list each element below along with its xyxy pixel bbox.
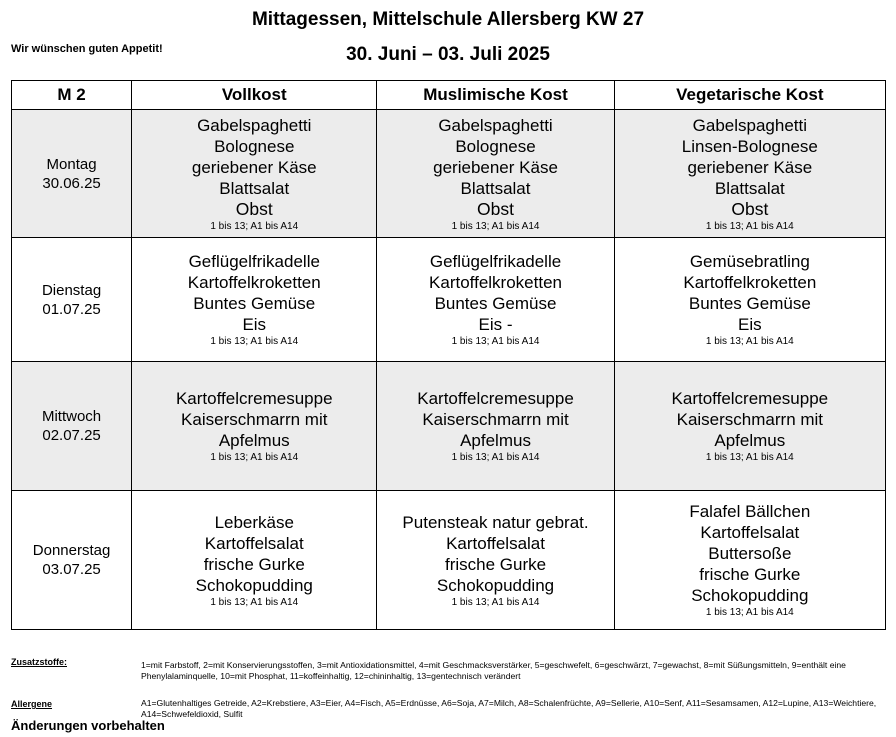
allergen-note: 1 bis 13; A1 bis A14 xyxy=(705,220,794,232)
dish-item: Leberkäse xyxy=(214,512,294,532)
day-date: 01.07.25 xyxy=(42,300,101,318)
dish-item: Buntes Gemüse xyxy=(434,294,557,313)
header-vegetarische-kost: Vegetarische Kost xyxy=(614,81,885,110)
menu-cell xyxy=(614,238,885,362)
dish-item: geriebener Käse xyxy=(687,157,813,177)
dish-item: Buntes Gemüse xyxy=(688,294,811,313)
dish-item: Kartoffelsalat xyxy=(446,533,545,553)
dish-item: Buttersoße xyxy=(708,544,792,563)
dish-item: Gemüsebratling xyxy=(689,252,810,271)
dish-item: Kartoffelcremesuppe xyxy=(417,389,574,408)
day-name: Dienstag xyxy=(41,281,102,299)
dish-item: Bolognese xyxy=(455,136,536,156)
dish-item: Bolognese xyxy=(214,136,295,156)
table-row xyxy=(12,238,886,362)
menu-cell xyxy=(377,362,614,491)
day-name: Donnerstag xyxy=(32,542,111,559)
table-row xyxy=(12,491,886,630)
page-title: Mittagessen, Mittelschule Allersberg KW 27 xyxy=(251,9,645,30)
dish-item: Schokopudding xyxy=(436,575,555,595)
allergen-note: 1 bis 13; A1 bis A14 xyxy=(705,607,794,618)
additives-label: Zusatzstoffe: xyxy=(11,657,67,667)
dish-item: Kaiserschmarrn mit xyxy=(676,410,824,429)
day-date: 02.07.25 xyxy=(42,427,101,444)
dish-item: Eis xyxy=(242,315,267,334)
menu-cell xyxy=(132,491,377,630)
menu-cell xyxy=(132,238,377,362)
day-date: 03.07.25 xyxy=(42,561,101,578)
dish-item: Blattsalat xyxy=(460,178,531,198)
day-cell xyxy=(12,238,132,362)
dish-item: Kartoffelsalat xyxy=(700,523,800,542)
dish-item: Kartoffelkroketten xyxy=(683,273,817,292)
allergen-note: 1 bis 13; A1 bis A14 xyxy=(451,220,540,232)
dish-item: Linsen-Bolognese xyxy=(681,136,818,156)
menu-table xyxy=(11,80,886,630)
dish-item: Kartoffelsalat xyxy=(204,533,304,553)
dish-item: Gabelspaghetti xyxy=(692,115,808,135)
menu-cell xyxy=(614,491,885,630)
allergens-text: A1=Glutenhaltiges Getreide, A2=Krebstiere, A3=Eier, A4=Fisch, A5=Erdnüsse, A6=Soja, A7=Milch, A8=Schalenfrüchte, A9=Sellerie, A10=Senf, A11=Sesamsamen, A12=Lupine, A13=Weichtiere, A14=Schwefeldioxid, Sulfit xyxy=(141,698,877,719)
table-header-row xyxy=(12,81,886,110)
day-name: Mittwoch xyxy=(41,408,102,425)
menu-cell xyxy=(377,238,614,362)
dish-item: Apfelmus xyxy=(460,431,531,450)
additives-text: 1=mit Farbstoff, 2=mit Konservierungsstoffen, 3=mit Antioxidationsmittel, 4=mit Geschmacksverstärker, 5=geschwefelt, 6=geschwärzt, 7=gewachst, 8=mit Süßungsmitteln, 9=enthält eine Phenylalaminquelle, 10=mit Phosphat, 11=koffeinhaltig, 12=chininhaltig, 13=gentechnisch verändert xyxy=(141,660,846,681)
dish-item: frische Gurke xyxy=(699,565,801,584)
dish-item: Eis xyxy=(738,315,762,334)
dish-item: Putensteak natur gebrat. xyxy=(402,512,589,532)
dish-item: frische Gurke xyxy=(444,554,547,574)
menu-cell xyxy=(132,362,377,491)
dish-item: Apfelmus xyxy=(218,431,290,450)
changes-notice: Änderungen vorbehalten xyxy=(11,718,165,733)
day-date: 30.06.25 xyxy=(42,174,101,192)
dish-item: Obst xyxy=(235,198,273,219)
allergen-note: 1 bis 13; A1 bis A14 xyxy=(705,452,794,463)
menu-cell xyxy=(614,362,885,491)
menu-cell xyxy=(377,491,614,630)
week-dates: 30. Juni – 03. Juli 2025 xyxy=(346,44,550,65)
dish-item: Kaiserschmarrn mit xyxy=(422,410,569,429)
dish-item: Schokopudding xyxy=(195,575,313,595)
dish-item: Geflügelfrikadelle xyxy=(429,252,562,271)
dish-item: Kartoffelkroketten xyxy=(429,273,562,292)
menu-cell xyxy=(377,110,614,238)
dish-item: Eis - xyxy=(478,315,513,334)
day-name: Montag xyxy=(46,155,97,173)
dish-item: Obst xyxy=(477,198,514,219)
allergen-note: 1 bis 13; A1 bis A14 xyxy=(210,336,299,347)
dish-item: Gabelspaghetti xyxy=(438,115,553,135)
allergen-note: 1 bis 13; A1 bis A14 xyxy=(451,596,540,608)
dish-item: Buntes Gemüse xyxy=(193,294,316,313)
dish-item: Blattsalat xyxy=(219,178,290,198)
allergen-note: 1 bis 13; A1 bis A14 xyxy=(451,336,540,347)
dish-item: frische Gurke xyxy=(203,554,305,574)
table-row xyxy=(12,362,886,491)
dish-item: Blattsalat xyxy=(714,178,785,198)
header-corner: M 2 xyxy=(12,81,132,110)
dish-item: Obst xyxy=(731,198,769,219)
dish-item: Kaiserschmarrn mit xyxy=(181,410,328,429)
dish-item: Schokopudding xyxy=(691,586,809,605)
allergen-note: 1 bis 13; A1 bis A14 xyxy=(210,452,299,463)
allergens-label: Allergene xyxy=(11,699,53,709)
header-vollkost: Vollkost xyxy=(132,81,377,110)
day-cell xyxy=(12,110,132,238)
menu-cell xyxy=(132,110,377,238)
dish-item: Kartoffelcremesuppe xyxy=(671,389,829,408)
day-cell xyxy=(12,362,132,491)
allergen-note: 1 bis 13; A1 bis A14 xyxy=(705,336,794,347)
header-muslimische-kost: Muslimische Kost xyxy=(377,81,614,110)
allergen-note: 1 bis 13; A1 bis A14 xyxy=(451,452,540,463)
allergen-note: 1 bis 13; A1 bis A14 xyxy=(210,596,299,608)
menu-cell xyxy=(614,110,885,238)
dish-item: Kartoffelkroketten xyxy=(187,273,321,292)
dish-item: Kartoffelcremesuppe xyxy=(175,389,333,408)
dish-item: geriebener Käse xyxy=(191,157,317,177)
table-row xyxy=(12,110,886,238)
dish-item: Gabelspaghetti xyxy=(197,115,312,135)
greeting-text: Wir wünschen guten Appetit! xyxy=(11,43,163,55)
day-cell xyxy=(12,491,132,630)
dish-item: Geflügelfrikadelle xyxy=(188,252,320,271)
dish-item: Apfelmus xyxy=(714,431,786,450)
dish-item: Falafel Bällchen xyxy=(689,502,811,521)
allergen-note: 1 bis 13; A1 bis A14 xyxy=(210,220,299,232)
dish-item: geriebener Käse xyxy=(433,157,558,177)
